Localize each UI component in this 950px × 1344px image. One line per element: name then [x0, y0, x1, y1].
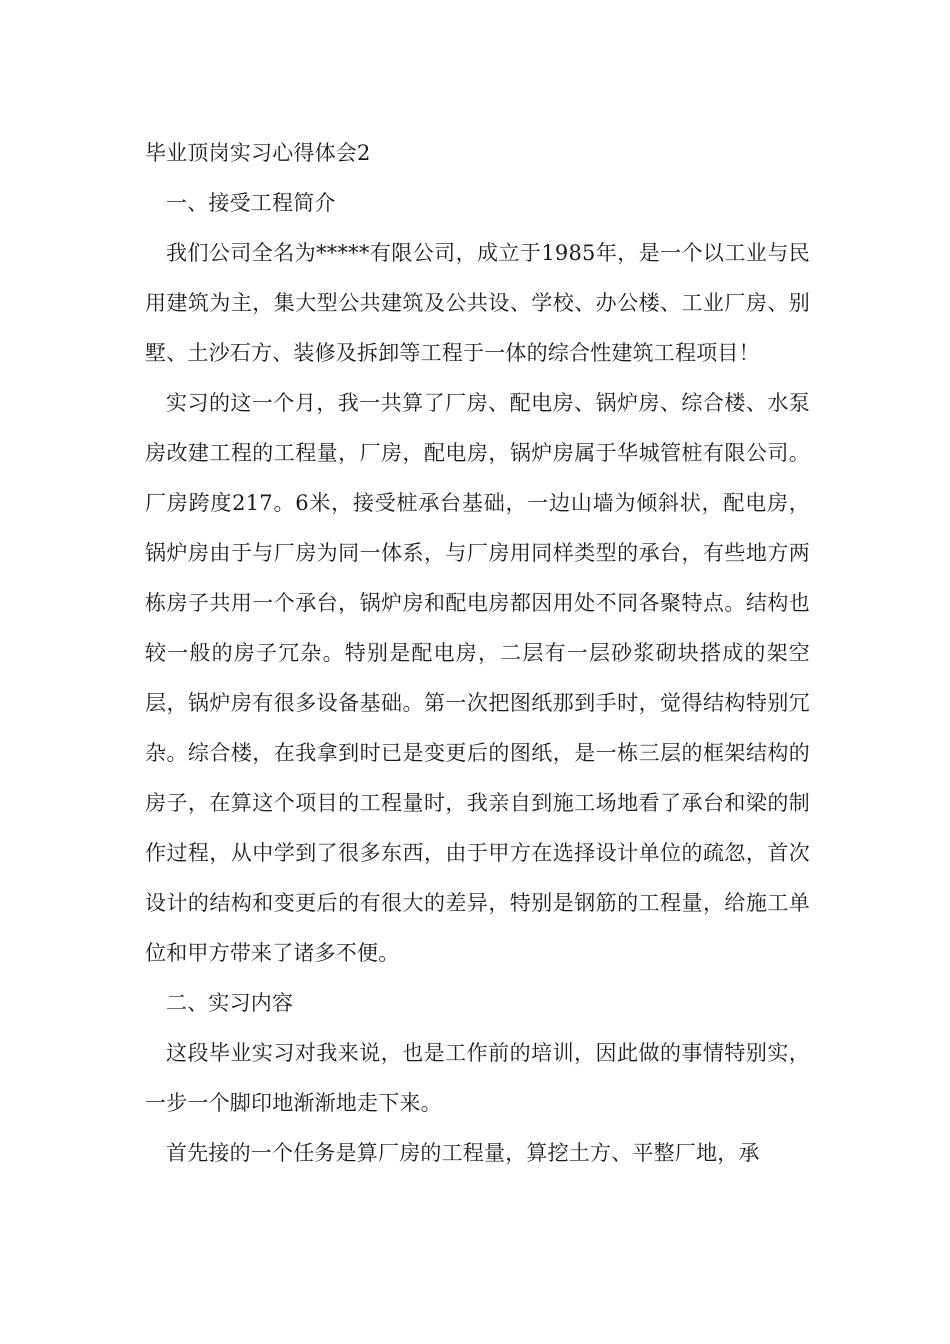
document-title: 毕业顶岗实习心得体会2	[145, 141, 371, 165]
section-engineering-intro	[145, 178, 810, 978]
document-body	[145, 128, 810, 1178]
section-heading: 一、接受工程简介	[166, 191, 336, 215]
section-internship-content	[145, 978, 810, 1178]
paragraph: 实习的这一个月，我一共算了厂房、配电房、锅炉房、综合楼、水泵房改建工程的工程量，厂房，配电房，锅炉房属于华城管桩有限公司。厂房跨度217。6米，接受桩承台基础，一边山墙为倾斜状，配电房，锅炉房由于与厂房为同一体系，与厂房用同样类型的承台，有些地方两栋房子共用一个承台，锅炉房和配电房都因用处不同各聚特点。结构也较一般的房子冗杂。特别是配电房，二层有一层砂浆砌块搭成的架空层，锅炉房有很多设备基础。第一次把图纸那到手时，觉得结构特别冗杂。综合楼，在我拿到时已是变更后的图纸，是一栋三层的框架结构的房子，在算这个项目的工程量时，我亲自到施工场地看了承台和梁的制作过程，从中学到了很多东西，由于甲方在选择设计单位的疏忽，首次设计的结构和变更后的有很大的差异，特别是钢筋的工程量，给施工单位和甲方带来了诸多不便。	[145, 391, 810, 965]
paragraph: 这段毕业实习对我来说，也是工作前的培训，因此做的事情特别实，一步一个脚印地渐渐地走下来。	[145, 1041, 810, 1115]
section-heading: 二、实习内容	[166, 991, 294, 1015]
paragraph: 首先接的一个任务是算厂房的工程量，算挖土方、平整厂地，承	[166, 1141, 760, 1165]
paragraph: 我们公司全名为*****有限公司，成立于1985年，是一个以工业与民用建筑为主，集大型公共建筑及公共设、学校、办公楼、工业厂房、别墅、土沙石方、装修及拆卸等工程于一体的综合性建筑工程项目！	[145, 241, 810, 365]
